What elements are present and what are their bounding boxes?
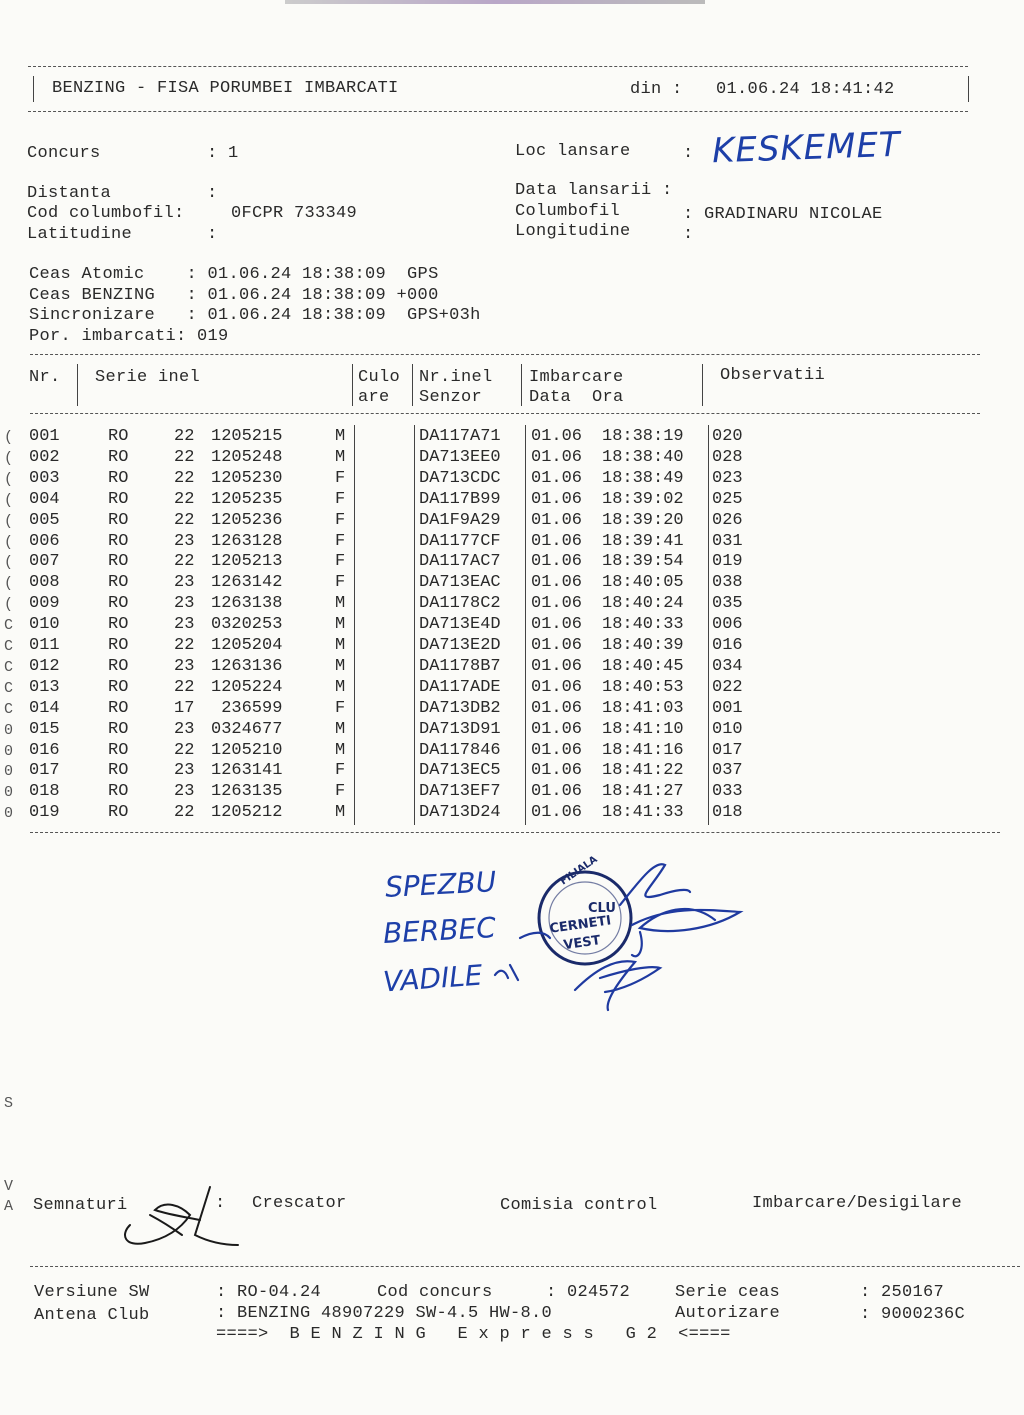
cell-observatii: 023: [712, 468, 743, 488]
porumbei-imbarcati-line: Por. imbarcati: 019: [29, 327, 229, 346]
cell-ora: 18:39:02: [602, 489, 684, 509]
cell-an: 22: [174, 510, 195, 530]
cell-observatii: 034: [712, 656, 743, 676]
header-bottom-rule: [28, 111, 968, 112]
cell-sex: F: [335, 510, 346, 530]
header-nr: Nr.: [29, 368, 61, 387]
latitudine-label: Latitudine: [27, 225, 133, 244]
cell-data: 01.06: [531, 782, 583, 802]
cell-tara: RO: [108, 594, 129, 614]
cell-data: 01.06: [531, 740, 583, 760]
concurs-value: : 1: [207, 144, 239, 163]
cell-nr: 003: [29, 468, 60, 488]
ceas-benzing-line: Ceas BENZING : 01.06.24 18:38:09 +000: [29, 286, 439, 305]
cell-sex: M: [335, 427, 346, 446]
cell-tara: RO: [108, 447, 129, 467]
cell-sex: M: [335, 656, 346, 676]
cell-nr: 006: [29, 531, 60, 551]
cell-tara: RO: [108, 573, 129, 593]
cell-nr: 018: [29, 782, 60, 802]
margin-artifact: C: [4, 658, 14, 676]
header-nr-inel: Nr.inel: [419, 368, 493, 387]
cell-inel: 1205248: [211, 447, 283, 467]
comisia-control-label: Comisia control: [500, 1196, 658, 1215]
cell-sex: M: [335, 719, 346, 739]
cell-an: 22: [174, 468, 195, 488]
cell-nr: 010: [29, 615, 60, 635]
cell-data: 01.06: [531, 573, 583, 593]
cell-tara: RO: [108, 656, 129, 676]
cell-sex: M: [335, 740, 346, 760]
cell-ora: 18:40:24: [602, 594, 684, 614]
body-sep-imbarcare: [708, 425, 709, 825]
cell-observatii: 017: [712, 740, 743, 760]
cell-nr: 011: [29, 636, 60, 655]
cell-senzor: DA713D24: [419, 803, 501, 823]
sincronizare-line: Sincronizare : 01.06.24 18:38:09 GPS+03h: [29, 306, 481, 325]
cod-columbofil-value: 0FCPR 733349: [231, 204, 358, 223]
cell-nr: 013: [29, 677, 60, 697]
cell-senzor: DA713E2D: [419, 636, 501, 655]
table-bottom-rule: [30, 832, 1000, 833]
cell-senzor: DA117A71: [419, 427, 501, 446]
cell-an: 22: [174, 740, 195, 760]
cell-data: 01.06: [531, 698, 583, 718]
margin-artifact: (: [4, 470, 14, 488]
distanta-colon: :: [207, 184, 218, 203]
cell-data: 01.06: [531, 719, 583, 739]
data-lansarii-label: Data lansarii :: [515, 181, 673, 200]
margin-mark-a: A: [4, 1198, 14, 1215]
versiune-sw-label: Versiune SW: [34, 1283, 150, 1302]
cell-data: 01.06: [531, 427, 583, 446]
autorizare-value: : 9000236C: [860, 1305, 966, 1324]
margin-artifact: 0: [4, 742, 14, 760]
cell-tara: RO: [108, 615, 129, 635]
loc-lansare-colon: :: [683, 144, 694, 163]
cod-concurs-label: Cod concurs: [377, 1283, 493, 1302]
header-culoare-2: are: [358, 388, 390, 407]
header-imbarcare: Imbarcare: [529, 368, 624, 387]
col-sep-culoare: [412, 364, 413, 406]
cell-ora: 18:41:27: [602, 782, 684, 802]
margin-artifact: C: [4, 700, 14, 718]
cell-observatii: 035: [712, 594, 743, 614]
cell-nr: 015: [29, 719, 60, 739]
cell-tara: RO: [108, 740, 129, 760]
cell-observatii: 010: [712, 719, 743, 739]
cell-nr: 019: [29, 803, 60, 823]
cell-sex: M: [335, 615, 346, 635]
col-sep-serie: [352, 364, 353, 406]
cell-an: 22: [174, 803, 195, 823]
cell-an: 23: [174, 573, 195, 593]
header-serie-inel: Serie inel: [95, 368, 201, 387]
cell-observatii: 038: [712, 573, 743, 593]
cell-tara: RO: [108, 677, 129, 697]
cell-observatii: 037: [712, 761, 743, 781]
body-sep-serie: [354, 425, 355, 825]
cell-ora: 18:41:22: [602, 761, 684, 781]
din-label: din :: [630, 80, 683, 99]
cell-inel: 1263142: [211, 573, 283, 593]
cell-tara: RO: [108, 761, 129, 781]
cell-tara: RO: [108, 552, 129, 572]
cell-ora: 18:39:54: [602, 552, 684, 572]
cell-tara: RO: [108, 719, 129, 739]
cell-senzor: DA713D91: [419, 719, 501, 739]
header-top-rule: [28, 66, 968, 67]
stamp-line-3: VEST: [562, 933, 602, 954]
table-header-rule: [30, 413, 980, 414]
cell-data: 01.06: [531, 656, 583, 676]
cell-ora: 18:41:10: [602, 719, 684, 739]
cell-nr: 008: [29, 573, 60, 593]
cell-tara: RO: [108, 489, 129, 509]
cell-ora: 18:41:33: [602, 803, 684, 823]
cell-ora: 18:40:05: [602, 573, 684, 593]
cell-senzor: DA117AC7: [419, 552, 501, 572]
margin-mark-s: S: [4, 1095, 14, 1112]
cell-an: 22: [174, 447, 195, 467]
cell-observatii: 016: [712, 636, 743, 655]
margin-artifact: (: [4, 429, 14, 446]
antena-club-label: Antena Club: [34, 1306, 150, 1325]
cell-nr: 002: [29, 447, 60, 467]
cell-inel: 0324677: [211, 719, 283, 739]
cell-ora: 18:39:20: [602, 510, 684, 530]
margin-artifact: 0: [4, 721, 14, 739]
cell-observatii: 031: [712, 531, 743, 551]
cell-an: 23: [174, 782, 195, 802]
cell-data: 01.06: [531, 552, 583, 572]
cell-inel: 1205215: [211, 427, 283, 446]
header-observatii: Observatii: [720, 366, 826, 385]
loc-lansare-handwritten: KESKEMET: [711, 124, 902, 172]
cell-inel: 1263141: [211, 761, 283, 781]
longitudine-colon: :: [683, 225, 694, 244]
margin-artifact: (: [4, 449, 14, 467]
cell-an: 17: [174, 698, 195, 718]
cell-tara: RO: [108, 510, 129, 530]
columbofil-label: Columbofil: [515, 202, 621, 221]
cell-data: 01.06: [531, 636, 583, 655]
print-datetime: 01.06.24 18:41:42: [716, 80, 895, 99]
cell-tara: RO: [108, 636, 129, 655]
cell-tara: RO: [108, 531, 129, 551]
cell-sex: F: [335, 573, 346, 593]
header-right-border: [968, 76, 969, 102]
cell-senzor: DA117B99: [419, 489, 501, 509]
cell-sex: M: [335, 803, 346, 823]
cell-observatii: 020: [712, 427, 743, 446]
handwritten-name-2: BERBEC: [382, 911, 497, 950]
col-sep-imbarcare: [702, 364, 703, 406]
distanta-label: Distanta: [27, 184, 112, 203]
cell-inel: 236599: [211, 698, 283, 718]
cell-ora: 18:41:16: [602, 740, 684, 760]
cell-observatii: 006: [712, 615, 743, 635]
serie-ceas-value: : 250167: [860, 1283, 945, 1302]
cell-observatii: 022: [712, 677, 743, 697]
cell-nr: 016: [29, 740, 60, 760]
latitudine-colon: :: [207, 225, 218, 244]
cell-observatii: 018: [712, 803, 743, 823]
cell-data: 01.06: [531, 447, 583, 467]
cell-an: 22: [174, 677, 195, 697]
margin-artifact: 0: [4, 763, 14, 781]
cell-an: 22: [174, 636, 195, 655]
cell-nr: 009: [29, 594, 60, 614]
cell-inel: 1205212: [211, 803, 283, 823]
antena-club-value: : BENZING 48907229 SW-4.5 HW-8.0: [216, 1304, 553, 1323]
cell-sex: F: [335, 552, 346, 572]
cell-sex: M: [335, 636, 346, 655]
concurs-label: Concurs: [27, 144, 101, 163]
cell-an: 23: [174, 719, 195, 739]
cell-an: 23: [174, 594, 195, 614]
longitudine-label: Longitudine: [515, 222, 631, 241]
cell-data: 01.06: [531, 615, 583, 635]
cell-ora: 18:39:41: [602, 531, 684, 551]
body-sep-senzor: [525, 425, 526, 825]
loc-lansare-label: Loc lansare: [515, 142, 631, 161]
cell-senzor: DA117846: [419, 740, 501, 760]
cell-sex: M: [335, 447, 346, 467]
margin-artifact: 0: [4, 805, 14, 823]
cell-ora: 18:40:39: [602, 636, 684, 655]
cell-ora: 18:40:45: [602, 656, 684, 676]
footer-rule: [30, 1266, 1020, 1267]
header-left-border: [33, 76, 34, 102]
cell-senzor: DA1178B7: [419, 656, 501, 676]
cell-senzor: DA1178C2: [419, 594, 501, 614]
cell-sex: M: [335, 594, 346, 614]
cod-concurs-value: : 024572: [546, 1283, 631, 1302]
cell-data: 01.06: [531, 761, 583, 781]
cell-senzor: DA117ADE: [419, 677, 501, 697]
cell-sex: M: [335, 677, 346, 697]
cell-data: 01.06: [531, 468, 583, 488]
cell-sex: F: [335, 698, 346, 718]
cell-senzor: DA1F9A29: [419, 510, 501, 530]
cell-an: 23: [174, 531, 195, 551]
cell-sex: F: [335, 468, 346, 488]
cell-tara: RO: [108, 698, 129, 718]
cell-nr: 001: [29, 427, 60, 446]
cell-nr: 004: [29, 489, 60, 509]
cell-senzor: DA1177CF: [419, 531, 501, 551]
body-sep-culoare: [414, 425, 415, 825]
margin-artifact: (: [4, 512, 14, 530]
cell-senzor: DA713E4D: [419, 615, 501, 635]
margin-artifact: (: [4, 554, 14, 572]
document-title: BENZING - FISA PORUMBEI IMBARCATI: [52, 79, 399, 98]
cell-senzor: DA713EF7: [419, 782, 501, 802]
cell-senzor: DA713EE0: [419, 447, 501, 467]
cell-ora: 18:41:03: [602, 698, 684, 718]
stamp-line-2: CERNETI: [548, 913, 613, 937]
margin-artifact: 0: [4, 784, 14, 802]
cell-data: 01.06: [531, 594, 583, 614]
cell-tara: RO: [108, 427, 129, 446]
col-sep-senzor: [521, 364, 522, 406]
cell-ora: 18:38:19: [602, 427, 684, 446]
cell-tara: RO: [108, 468, 129, 488]
crescator-signature-graphic: [110, 1175, 250, 1255]
header-data-ora: Data Ora: [529, 388, 624, 407]
cell-nr: 005: [29, 510, 60, 530]
cell-inel: 1205204: [211, 636, 283, 655]
cell-data: 01.06: [531, 531, 583, 551]
cell-tara: RO: [108, 803, 129, 823]
cell-inel: 1263136: [211, 656, 283, 676]
cell-inel: 1263135: [211, 782, 283, 802]
cell-ora: 18:40:53: [602, 677, 684, 697]
cell-inel: 1205235: [211, 489, 283, 509]
top-scan-edge: [285, 0, 705, 4]
handwritten-name-1: SPEZBU: [384, 865, 498, 904]
margin-artifact: C: [4, 638, 14, 655]
table-top-rule: [30, 354, 980, 355]
imbarcare-desigilare-label: Imbarcare/Desigilare: [752, 1194, 963, 1213]
header-culoare-1: Culo: [358, 368, 401, 387]
cell-senzor: DA713DB2: [419, 698, 501, 718]
semnaturi-colon: :: [215, 1194, 226, 1213]
cell-an: 23: [174, 615, 195, 635]
autorizare-label: Autorizare: [675, 1304, 781, 1323]
cell-an: 23: [174, 761, 195, 781]
serie-ceas-label: Serie ceas: [675, 1283, 781, 1302]
signatures-and-stamp-graphic: [370, 850, 770, 1020]
cell-an: 23: [174, 656, 195, 676]
margin-mark-v: V: [4, 1178, 14, 1195]
cell-observatii: 025: [712, 489, 743, 509]
cell-ora: 18:40:33: [602, 615, 684, 635]
cell-senzor: DA713CDC: [419, 468, 501, 488]
cell-tara: RO: [108, 782, 129, 802]
cell-sex: F: [335, 761, 346, 781]
cell-observatii: 019: [712, 552, 743, 572]
cell-inel: 1205236: [211, 510, 283, 530]
cell-inel: 1263128: [211, 531, 283, 551]
handwritten-name-3: VADILE: [381, 958, 484, 999]
margin-artifact: (: [4, 533, 14, 551]
crescator-label: Crescator: [252, 1194, 347, 1213]
stamp-line-1: CLU: [588, 901, 616, 916]
cell-an: 22: [174, 552, 195, 572]
cell-observatii: 028: [712, 447, 743, 467]
margin-artifact: (: [4, 575, 14, 593]
cell-inel: 1205224: [211, 677, 283, 697]
ceas-atomic-line: Ceas Atomic : 01.06.24 18:38:09 GPS: [29, 265, 439, 284]
cell-inel: 1205210: [211, 740, 283, 760]
margin-artifact: (: [4, 596, 14, 614]
header-senzor: Senzor: [419, 388, 483, 407]
cell-sex: F: [335, 531, 346, 551]
col-sep-nr: [77, 364, 78, 406]
semnaturi-label: Semnaturi: [33, 1196, 128, 1215]
cell-nr: 014: [29, 698, 60, 718]
benzing-express-banner: ====> B E N Z I N G E x p r e s s G 2 <====: [216, 1325, 731, 1344]
cell-an: 22: [174, 427, 195, 446]
cell-senzor: DA713EC5: [419, 761, 501, 781]
cell-data: 01.06: [531, 803, 583, 823]
cell-observatii: 026: [712, 510, 743, 530]
margin-artifact: (: [4, 491, 14, 509]
cell-observatii: 001: [712, 698, 743, 718]
cell-nr: 007: [29, 552, 60, 572]
cell-senzor: DA713EAC: [419, 573, 501, 593]
cell-data: 01.06: [531, 510, 583, 530]
cell-inel: 1263138: [211, 594, 283, 614]
columbofil-value: : GRADINARU NICOLAE: [683, 205, 883, 224]
cell-sex: F: [335, 489, 346, 509]
cell-sex: F: [335, 782, 346, 802]
cell-ora: 18:38:49: [602, 468, 684, 488]
cell-data: 01.06: [531, 677, 583, 697]
cell-nr: 012: [29, 656, 60, 676]
cell-ora: 18:38:40: [602, 447, 684, 467]
margin-artifact: C: [4, 617, 14, 635]
cell-nr: 017: [29, 761, 60, 781]
cell-inel: 1205230: [211, 468, 283, 488]
cell-observatii: 033: [712, 782, 743, 802]
cell-inel: 0320253: [211, 615, 283, 635]
stamp-top-text: FILIALA: [558, 854, 600, 888]
cell-data: 01.06: [531, 489, 583, 509]
versiune-sw-value: : RO-04.24: [216, 1283, 322, 1302]
cod-columbofil-label: Cod columbofil:: [27, 204, 185, 223]
cell-an: 22: [174, 489, 195, 509]
cell-inel: 1205213: [211, 552, 283, 572]
margin-artifact: C: [4, 679, 14, 697]
